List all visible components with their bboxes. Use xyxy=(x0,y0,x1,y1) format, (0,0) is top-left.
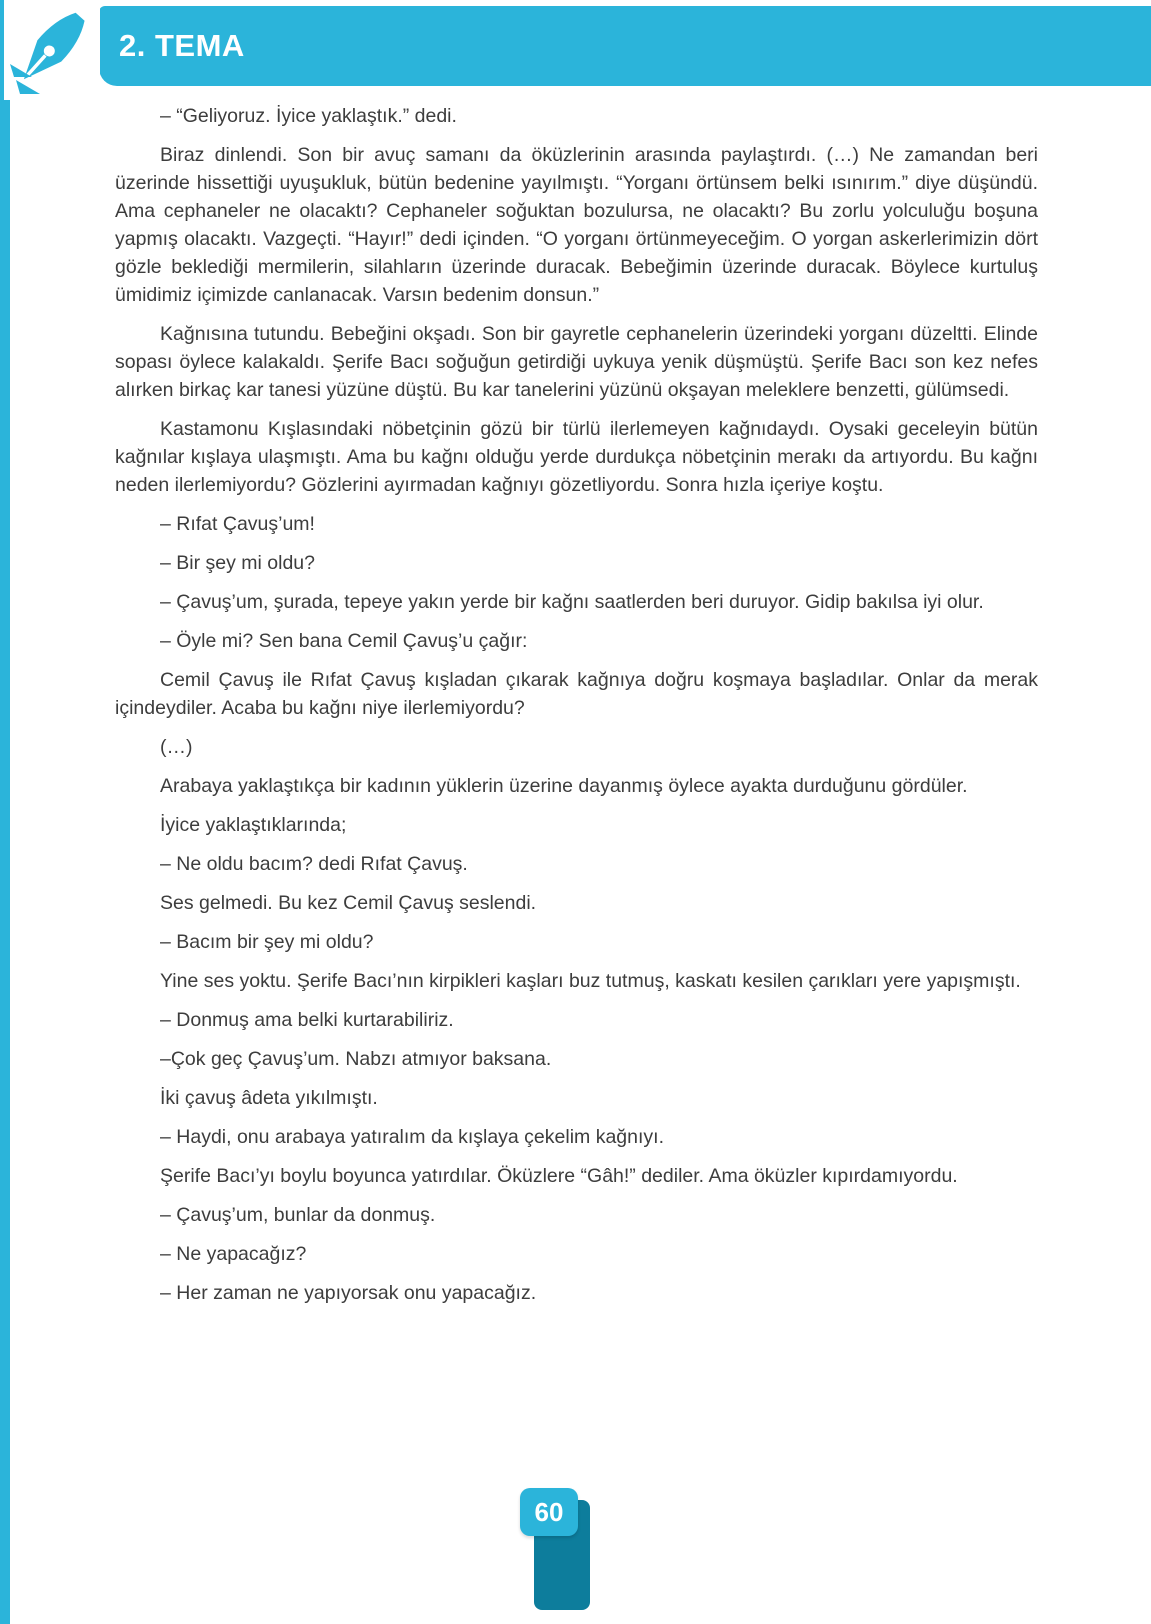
paragraph: Ses gelmedi. Bu kez Cemil Çavuş seslendi. xyxy=(160,892,537,914)
paragraph: Kastamonu Kışlasındaki nöbetçinin gözü bir türlü ilerlemeyen kağnıdaydı. Oysaki geceleyin bütün kağnılar kışlaya ulaşmıştı. Ama bu kağnı olduğu yerde durdukça nöbetçinin merakı da artıyordu. Bu kağnı neden ilerlemiyordu? Gözlerini ayırmadan kağnıyı gözetliyordu. Sonra hızla içeriye koştu. xyxy=(115,418,1038,496)
paragraph: Kağnısına tutundu. Bebeğini okşadı. Son bir gayretle cephanelerin üzerindeki yorganı düzeltti. Elinde sopası öylece kalakaldı. Şerife Bacı soğuğun getirdiği uykuya yenik düşmüştü. Şerife Bacı son kez nefes alırken birkaç kar tanesi yüzüne düştü. Bu kar tanelerini yüzünü okşayan meleklere benzetti, gülümsedi. xyxy=(115,323,1038,401)
paragraph: – Ne yapacağız? xyxy=(160,1243,307,1265)
paragraph: – Her zaman ne yapıyorsak onu yapacağız. xyxy=(160,1282,537,1304)
paragraph: – Rıfat Çavuş’um! xyxy=(160,513,315,535)
story-text xyxy=(115,102,1038,1318)
paragraph: Yine ses yoktu. Şerife Bacı’nın kirpikleri kaşları buz tutmuş, kaskatı kesilen çarıkları yere yapışmıştı. xyxy=(160,970,1021,992)
paragraph: – Bacım bir şey mi oldu? xyxy=(160,931,374,953)
paragraph: – Ne oldu bacım? dedi Rıfat Çavuş. xyxy=(160,853,468,875)
left-accent-strip xyxy=(0,0,10,1624)
paragraph: İyice yaklaştıklarında; xyxy=(160,814,347,836)
paragraph: – Çavuş’um, bunlar da donmuş. xyxy=(160,1204,436,1226)
pen-nib-icon xyxy=(4,0,100,100)
paragraph: –Çok geç Çavuş’um. Nabzı atmıyor baksana. xyxy=(160,1048,552,1070)
paragraph: – Çavuş’um, şurada, tepeye yakın yerde bir kağnı saatlerden beri duruyor. Gidip bakılsa iyi olur. xyxy=(160,591,984,613)
paragraph: – Donmuş ama belki kurtarabiliriz. xyxy=(160,1009,454,1031)
paragraph: – Öyle mi? Sen bana Cemil Çavuş’u çağır: xyxy=(160,630,528,652)
paragraph: – Bir şey mi oldu? xyxy=(160,552,315,574)
page-number: 60 xyxy=(520,1488,578,1536)
paragraph: Biraz dinlendi. Son bir avuç samanı da öküzlerinin arasında paylaştırdı. (…) Ne zamandan beri üzerinde hissettiği uyuşukluk, bütün bedenine yayılmıştı. “Yorganı örtünsem belki ısınırım.” diye düşündü. Ama cephaneler ne olacaktı? Cephaneler soğuktan bozulursa, ne olacaktı? Bu zorlu yolculuğu boşuna yapmış olacaktı. Vazgeçti. “Hayır!” dedi içinden. “O yorganı örtünmeyeceğim. O yorgan askerlerimizin dört gözle beklediği mermilerin, silahların üzerinde duracak. Bebeğimin üzerinde duracak. Böylece kurtuluş ümidimiz içimizde canlanacak. Varsın bedenim donsun.” xyxy=(115,144,1038,306)
pen-icon xyxy=(4,0,100,100)
paragraph: Şerife Bacı’yı boylu boyunca yatırdılar. Öküzlere “Gâh!” dediler. Ama öküzler kıpırdamıyordu. xyxy=(160,1165,958,1187)
paragraph: (…) xyxy=(160,736,193,758)
paragraph: Arabaya yaklaştıkça bir kadının yüklerin üzerine dayanmış öylece ayakta durduğunu gördüler. xyxy=(160,775,968,797)
paragraph: – “Geliyoruz. İyice yaklaştık.” dedi. xyxy=(160,105,457,127)
page-number-badge xyxy=(520,1488,610,1624)
paragraph: Cemil Çavuş ile Rıfat Çavuş kışladan çıkarak kağnıya doğru koşmaya başladılar. Onlar da merak içindeydiler. Acaba bu kağnı niye ilerlemiyordu? xyxy=(115,669,1038,719)
tema-title: 2. TEMA xyxy=(119,28,245,63)
paragraph: – Haydi, onu arabaya yatıralım da kışlaya çekelim kağnıyı. xyxy=(160,1126,664,1148)
page-header xyxy=(99,6,1151,86)
paragraph: İki çavuş âdeta yıkılmıştı. xyxy=(160,1087,378,1109)
